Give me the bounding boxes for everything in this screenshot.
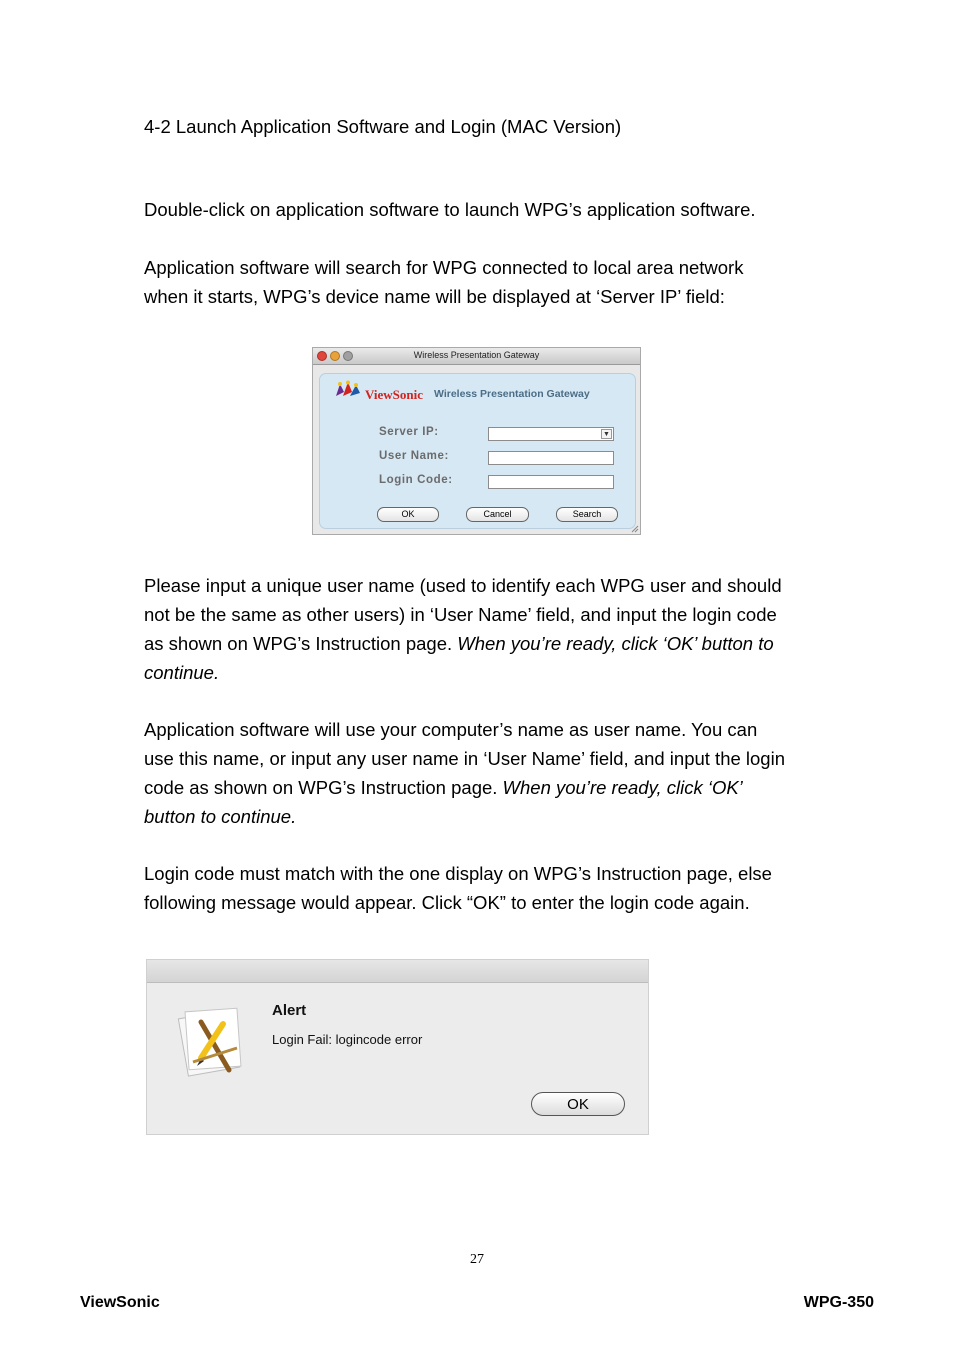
login-code-input[interactable] bbox=[488, 475, 614, 489]
brand-subtitle: Wireless Presentation Gateway bbox=[434, 388, 590, 400]
login-code-label: Login Code: bbox=[379, 474, 453, 486]
page-number: 27 bbox=[470, 1252, 484, 1267]
paragraph-italic-text: When you’re ready, click ‘OK’ bbox=[497, 777, 743, 798]
paragraph-italic-text: continue. bbox=[144, 662, 220, 683]
paragraph-line: following message would appear. Click “OK” to enter the login code again. bbox=[144, 892, 750, 913]
paragraph-text: as shown on WPG’s Instruction page. bbox=[144, 633, 453, 654]
search-button[interactable]: Search bbox=[556, 507, 618, 522]
alert-title: Alert bbox=[272, 1002, 307, 1019]
login-window bbox=[312, 347, 641, 535]
paragraph-line: Application software will use your computer’s name as user name. You can bbox=[144, 719, 758, 740]
window-titlebar bbox=[313, 348, 640, 365]
paragraph-line bbox=[144, 773, 824, 802]
alert-message: Login Fail: logincode error bbox=[272, 1032, 423, 1047]
paragraph-line bbox=[144, 658, 824, 687]
paragraph-italic-text: When you’re ready, click ‘OK’ button to bbox=[452, 633, 774, 654]
brand-logo-text: ViewSonic bbox=[365, 387, 424, 402]
resize-grip-icon[interactable] bbox=[631, 525, 639, 533]
server-ip-label: Server IP: bbox=[379, 426, 439, 438]
paragraph-line: Application software will search for WPG connected to local area network bbox=[144, 257, 744, 278]
ok-button[interactable]: OK bbox=[377, 507, 439, 522]
paragraph-line: Login code must match with the one display on WPG’s Instruction page, else bbox=[144, 863, 772, 884]
paragraph-unique-user bbox=[144, 571, 824, 687]
cancel-button[interactable]: Cancel bbox=[466, 507, 529, 522]
paragraph-line: use this name, or input any user name in ‘User Name’ field, and input the login bbox=[144, 748, 785, 769]
user-name-input[interactable] bbox=[488, 451, 614, 465]
paragraph-line bbox=[144, 629, 824, 658]
alert-titlebar bbox=[147, 960, 648, 983]
paragraph-line: not be the same as other users) in ‘User Name’ field, and input the login code bbox=[144, 604, 777, 625]
paragraph-line bbox=[144, 802, 824, 831]
footer-model: WPG-350 bbox=[803, 1294, 874, 1311]
paragraph-computer-name bbox=[144, 715, 824, 831]
footer-brand: ViewSonic bbox=[80, 1294, 160, 1311]
paragraph-launch: Double-click on application software to launch WPG’s application software. bbox=[144, 199, 756, 220]
user-name-label: User Name: bbox=[379, 450, 449, 462]
paragraph-text: code as shown on WPG’s Instruction page. bbox=[144, 777, 498, 798]
paragraph-line: Please input a unique user name (used to identify each WPG user and should bbox=[144, 575, 782, 596]
section-heading: 4-2 Launch Application Software and Login (MAC Version) bbox=[144, 116, 622, 137]
paragraph-italic-text: button to continue. bbox=[144, 806, 297, 827]
dropdown-arrow-icon[interactable]: ▼ bbox=[601, 429, 612, 439]
server-ip-select[interactable] bbox=[488, 427, 614, 441]
script-editor-app-icon bbox=[171, 1000, 253, 1080]
alert-ok-button[interactable]: OK bbox=[531, 1092, 625, 1116]
paragraph-search bbox=[144, 253, 824, 311]
paragraph-line: when it starts, WPG’s device name will be displayed at ‘Server IP’ field: bbox=[144, 286, 725, 307]
login-panel bbox=[319, 373, 636, 529]
paragraph-login-code bbox=[144, 859, 824, 917]
alert-dialog bbox=[146, 959, 649, 1135]
window-title: Wireless Presentation Gateway bbox=[413, 350, 540, 360]
viewsonic-birds-logo-icon bbox=[334, 380, 364, 398]
